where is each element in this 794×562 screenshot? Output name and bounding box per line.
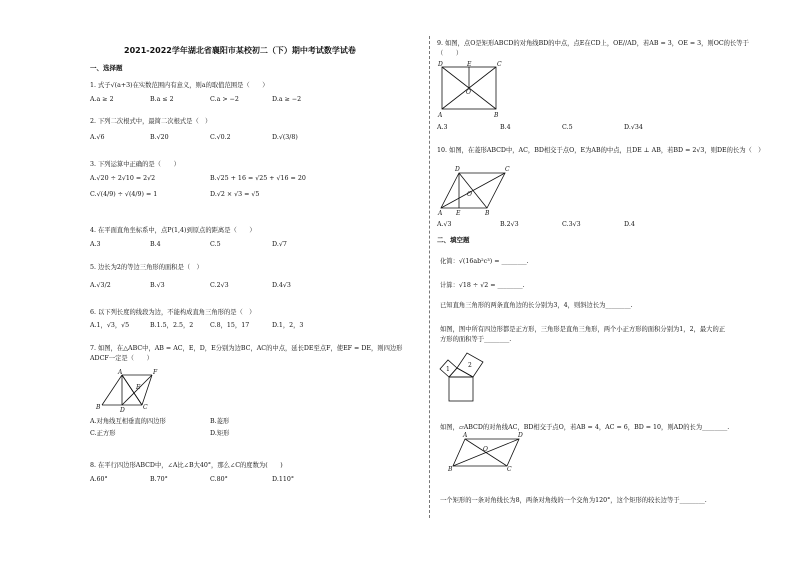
section-fill-heading: 二、填空题 (437, 236, 470, 244)
question-8-stem: 8. 在平行四边形ABCD中，∠A比∠B大40°，那么∠C的度数为( ) (90, 462, 283, 469)
para-label-b: B (448, 466, 453, 473)
page-title: 2021-2022学年湖北省襄阳市某校初二（下）期中考试数学试卷 (124, 46, 356, 55)
q6-option-a: A.1，√3，√5 (90, 322, 130, 329)
q9-option-a: A.3 (437, 124, 448, 131)
q8-option-c: C.80° (210, 476, 228, 483)
para-label-a: A (463, 432, 468, 439)
fill-item-5: 如图，▱ABCD的对角线AC，BD相交于点O，若AB = 4，AC = 6，BD = 10，则AD的长为________. (440, 424, 730, 431)
question-4-stem: 4. 在平面直角坐标系中，点P(1,4)到原点的距离是（ ） (90, 227, 256, 234)
q1-option-a: A.a ≥ 2 (90, 96, 114, 103)
question-1-stem: 1. 式子√(a+3)在实数范围内有意义，则a的取值范围是（ ） (90, 82, 269, 89)
q10-rhombus-figure (437, 166, 509, 216)
q9-label-c: C (497, 61, 502, 68)
q9-label-d: D (438, 61, 443, 68)
q7-label-a: A (118, 369, 123, 376)
q2-option-c: C.√0.2 (210, 134, 231, 141)
q3-option-d: D.√2 × √3 = √5 (210, 191, 260, 198)
column-divider (429, 36, 430, 518)
q9-label-o: O (466, 89, 471, 96)
fill-item-6: 一个矩形的一条对角线长为8，两条对角线的一个交角为120°，这个矩形的较长边等于________. (440, 497, 707, 504)
q5-option-b: B.√3 (150, 282, 165, 289)
q3-option-b: B.√25 + 16 = √25 + √16 = 20 (210, 175, 306, 182)
question-3-stem: 3. 下列运算中正确的是（ ） (90, 161, 180, 168)
q1-option-d: D.a ≥ −2 (272, 96, 302, 103)
para-label-c: C (507, 466, 512, 473)
fill-item-4-cont: 方形的面积等于________. (440, 336, 512, 343)
question-9-stem-cont: （ ） (437, 50, 463, 57)
q3-option-a: A.√20 ÷ 2√10 = 2√2 (90, 175, 156, 182)
q7-label-b: B (96, 404, 101, 411)
q9-rectangle-figure (437, 62, 507, 118)
q8-option-d: D.110° (272, 476, 294, 483)
q10-label-b: B (485, 210, 490, 217)
question-7-stem-cont: ADCF一定是（ ） (90, 355, 153, 362)
q5-option-a: A.√3/2 (90, 282, 111, 289)
q10-label-d: D (455, 166, 460, 173)
q7-triangle-figure (92, 369, 172, 413)
q10-label-e: E (456, 210, 461, 217)
question-5-stem: 5. 边长为2的等边三角形的面积是（ ） (90, 264, 203, 271)
q9-option-b: B.4 (500, 124, 511, 131)
q8-option-a: A.60° (90, 476, 108, 483)
q1-option-b: B.a ≤ 2 (150, 96, 174, 103)
q7-option-c: C.正方形 (90, 430, 116, 437)
q7-option-a: A.对角线互相垂直的四边形 (90, 418, 166, 425)
question-2-stem: 2. 下列二次根式中，最简二次根式是（ ） (90, 118, 212, 125)
q6-option-c: C.8，15，17 (210, 322, 250, 329)
q9-label-a: A (438, 112, 443, 119)
q6-option-d: D.1，2，3 (272, 322, 304, 329)
q9-label-b: B (494, 112, 499, 119)
q10-option-d: D.4 (624, 221, 635, 228)
q5-option-d: D.4√3 (272, 282, 291, 289)
q2-option-a: A.√6 (90, 134, 105, 141)
q3-option-c: C.√(4/9) ÷ √(4/9) = 1 (90, 191, 158, 198)
square-label-2: 2 (468, 362, 472, 369)
q9-option-c: C.5 (562, 124, 573, 131)
q4-option-c: C.5 (210, 241, 221, 248)
section-choice-heading: 一、选择题 (90, 64, 123, 72)
question-7-stem: 7. 如图，在△ABC中，AB = AC，E，D，E分别为边BC，AC的中点，延长DE至点F，使EF = DE，则四边形 (90, 345, 403, 352)
para-label-d: D (518, 432, 523, 439)
q8-option-b: B.70° (150, 476, 168, 483)
para-label-o: O (483, 446, 488, 453)
q10-option-c: C.3√3 (562, 221, 581, 228)
fill-item-3: 已知直角三角形的两条直角边的长分别为3，4，则斜边长为________. (440, 302, 633, 309)
q7-label-f: F (153, 369, 158, 376)
q5-option-c: C.2√3 (210, 282, 229, 289)
q10-option-b: B.2√3 (500, 221, 519, 228)
fill-item-1: 化简：√(16ab²c³) = ________. (440, 258, 529, 265)
squares-figure (436, 347, 492, 405)
q4-option-a: A.3 (90, 241, 101, 248)
q7-label-d: D (120, 407, 125, 414)
q9-label-e: E (467, 61, 472, 68)
q2-option-b: B.√20 (150, 134, 169, 141)
question-6-stem: 6. 以下列长度的线段为边，不能构成直角三角形的是（ ） (90, 309, 256, 316)
q4-option-d: D.√7 (272, 241, 287, 248)
q7-option-b: B.菱形 (210, 418, 230, 425)
square-label-1: 1 (446, 366, 450, 373)
q6-option-b: B.1.5，2.5，2 (150, 322, 194, 329)
q7-label-c: C (143, 404, 148, 411)
fill-item-2: 计算：√18 ÷ √2 = ________. (440, 282, 525, 289)
q7-option-d: D.矩形 (210, 430, 230, 437)
parallelogram-figure (447, 432, 527, 472)
q10-label-o: O (467, 191, 472, 198)
question-9-stem: 9. 如图，点O是矩形ABCD的对角线BD的中点，点E在CD上，OE//AD，若AB = 3，OE = 3，则OC的长等于 (437, 40, 749, 47)
question-10-stem: 10. 如图，在菱形ABCD中，AC，BD相交于点O，E为AB的中点，且DE ⊥ AB，若BD = 2√3，则DE的长为（ ） (437, 147, 765, 154)
q10-option-a: A.√3 (437, 221, 452, 228)
q7-label-e: E (136, 384, 141, 391)
q2-option-d: D.√(3/8) (272, 134, 298, 141)
q1-option-c: C.a > −2 (210, 96, 239, 103)
q10-label-c: C (505, 166, 510, 173)
fill-item-4: 如图，图中所有四边形都是正方形，三角形是直角三角形，两个小正方形的面积分别为1，2，最大的正 (440, 326, 726, 333)
q4-option-b: B.4 (150, 241, 161, 248)
q9-option-d: D.√34 (624, 124, 643, 131)
q10-label-a: A (438, 210, 443, 217)
